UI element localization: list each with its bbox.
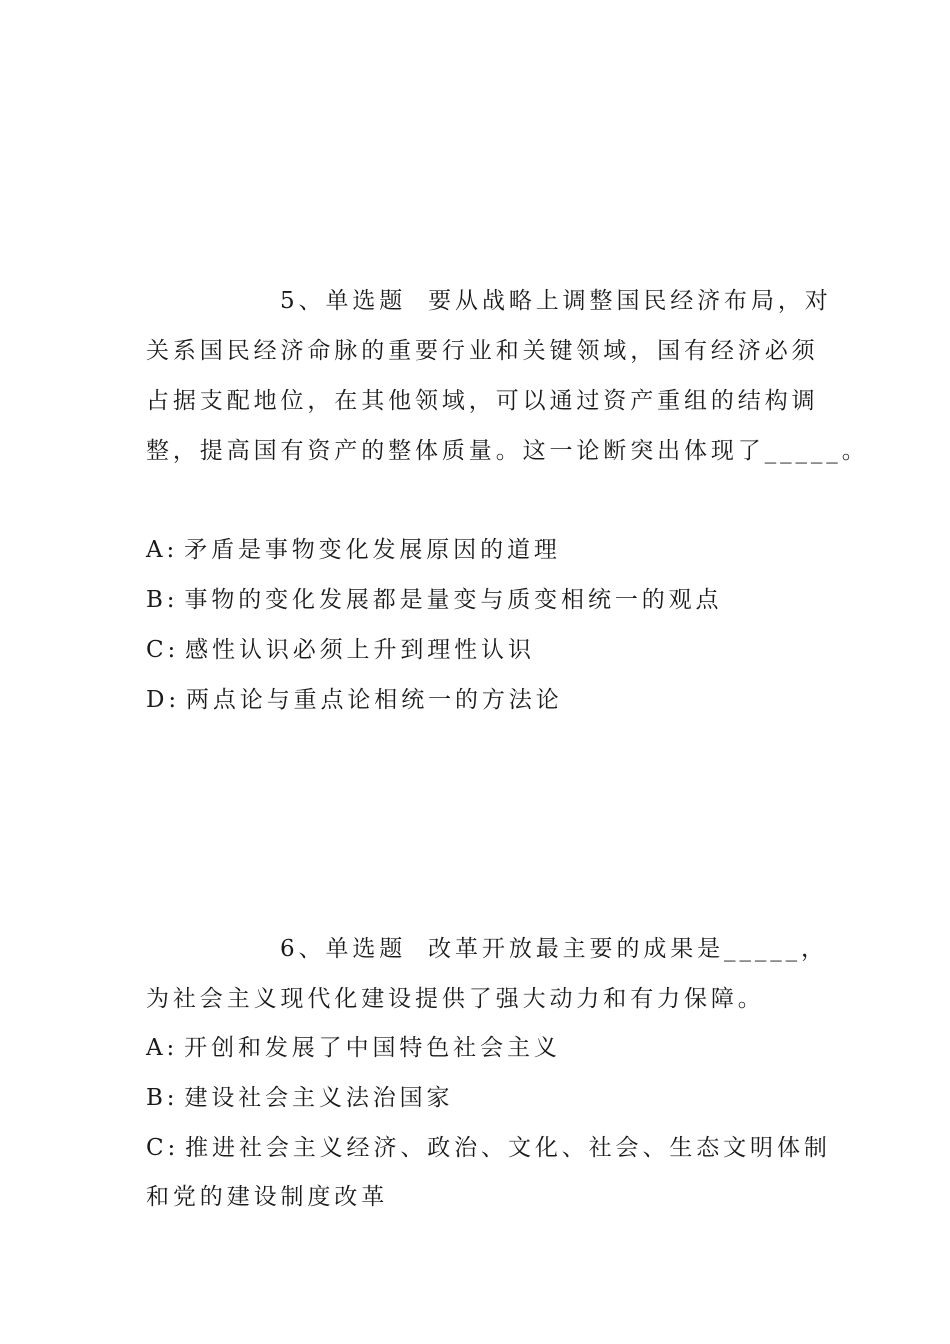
option-text: 感性认识必须上升到理性认识 bbox=[185, 637, 535, 663]
option-b bbox=[146, 1083, 453, 1113]
question-stem-line: 占据支配地位，在其他领域，可以通过资产重组的结构调 bbox=[146, 388, 819, 414]
option-letter: C: bbox=[146, 1135, 180, 1161]
option-text: 建设社会主义法治国家 bbox=[184, 1085, 454, 1111]
option-b bbox=[146, 585, 722, 615]
option-letter: A: bbox=[146, 1035, 179, 1061]
option-c bbox=[146, 1133, 831, 1163]
option-c-continuation: 和党的建设制度改革 bbox=[146, 1184, 389, 1210]
question-stem-line: 整，提高国有资产的整体质量。这一论断突出体现了_____。 bbox=[146, 438, 869, 464]
question-number: 5、 bbox=[280, 288, 326, 314]
option-a bbox=[146, 535, 561, 565]
option-text: 推进社会主义经济、政治、文化、社会、生态文明体制 bbox=[185, 1135, 831, 1161]
question-type: 单选题 bbox=[325, 936, 407, 962]
option-text: 矛盾是事物变化发展原因的道理 bbox=[184, 537, 561, 563]
option-text: 两点论与重点论相统一的方法论 bbox=[186, 687, 563, 713]
option-text: 开创和发展了中国特色社会主义 bbox=[184, 1035, 561, 1061]
question-type: 单选题 bbox=[325, 288, 407, 314]
option-letter: C: bbox=[146, 637, 180, 663]
option-text: 事物的变化发展都是量变与质变相统一的观点 bbox=[184, 587, 723, 613]
question-number: 6、 bbox=[280, 936, 326, 962]
question-stem-line: 关系国民经济命脉的重要行业和关键领域，国有经济必须 bbox=[146, 338, 819, 364]
question-stem-line: 为社会主义现代化建设提供了强大动力和有力保障。 bbox=[146, 986, 765, 1012]
question-stem-line: 改革开放最主要的成果是_____， bbox=[428, 936, 828, 962]
option-letter: B: bbox=[146, 1085, 179, 1111]
question-6-header bbox=[280, 934, 828, 964]
option-a bbox=[146, 1033, 561, 1063]
question-5-header bbox=[280, 286, 832, 316]
option-d bbox=[146, 685, 563, 715]
question-stem-line: 要从战略上调整国民经济布局，对 bbox=[428, 288, 832, 314]
option-c bbox=[146, 635, 535, 665]
option-letter: A: bbox=[146, 537, 179, 563]
option-letter: D: bbox=[146, 687, 180, 713]
option-letter: B: bbox=[146, 587, 179, 613]
